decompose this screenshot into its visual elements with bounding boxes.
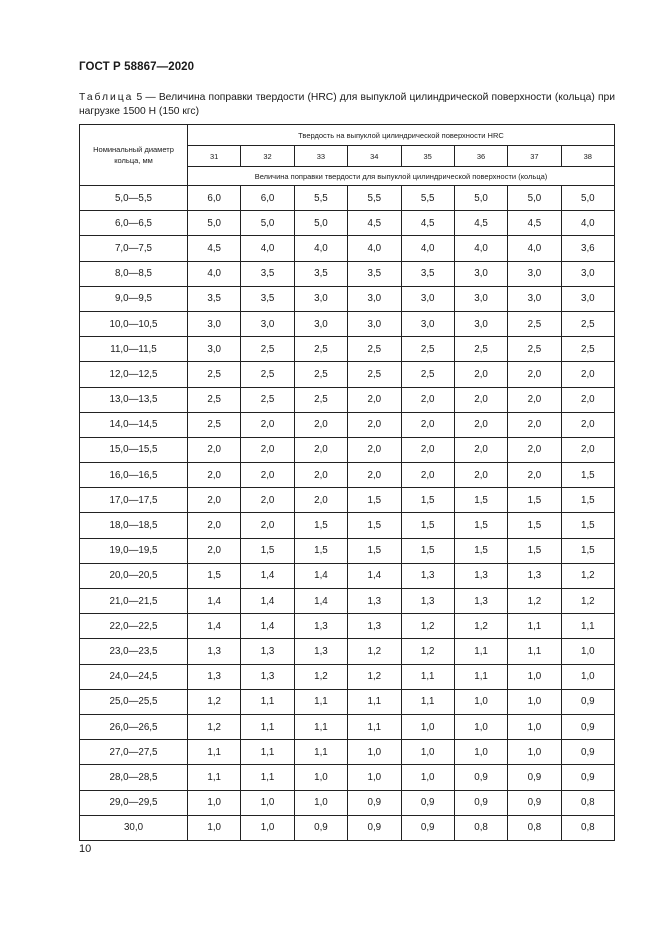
- correction-value-cell: 1,0: [348, 765, 401, 790]
- correction-value-cell: 4,0: [188, 261, 241, 286]
- diameter-cell: 22,0—22,5: [80, 614, 188, 639]
- diameter-cell: 17,0—17,5: [80, 488, 188, 513]
- correction-value-cell: 1,0: [294, 790, 347, 815]
- hrc-column-header: 37: [508, 146, 561, 167]
- correction-value-cell: 3,0: [401, 311, 454, 336]
- correction-value-cell: 2,5: [348, 337, 401, 362]
- correction-value-cell: 3,0: [508, 261, 561, 286]
- correction-value-cell: 1,1: [188, 740, 241, 765]
- correction-value-cell: 2,0: [241, 463, 294, 488]
- correction-value-cell: 2,5: [188, 412, 241, 437]
- diameter-cell: 6,0—6,5: [80, 211, 188, 236]
- correction-value-cell: 2,5: [401, 362, 454, 387]
- correction-value-cell: 2,0: [508, 387, 561, 412]
- correction-value-cell: 0,9: [561, 689, 614, 714]
- correction-value-cell: 1,4: [241, 614, 294, 639]
- correction-value-cell: 1,5: [241, 538, 294, 563]
- correction-value-cell: 4,0: [241, 236, 294, 261]
- correction-value-cell: 3,5: [188, 286, 241, 311]
- correction-value-cell: 2,5: [561, 311, 614, 336]
- correction-value-cell: 1,5: [561, 538, 614, 563]
- diameter-cell: 21,0—21,5: [80, 589, 188, 614]
- correction-value-cell: 1,1: [241, 689, 294, 714]
- table-row: [80, 639, 615, 664]
- correction-value-cell: 1,2: [561, 563, 614, 588]
- table-row: [80, 614, 615, 639]
- correction-value-cell: 3,0: [454, 286, 507, 311]
- table-row: [80, 261, 615, 286]
- correction-value-cell: 2,5: [348, 362, 401, 387]
- correction-value-cell: 3,0: [294, 311, 347, 336]
- table-row: [80, 815, 615, 840]
- correction-value-cell: 0,9: [508, 790, 561, 815]
- correction-value-cell: 1,2: [294, 664, 347, 689]
- correction-value-cell: 4,5: [348, 211, 401, 236]
- correction-value-cell: 2,0: [401, 463, 454, 488]
- correction-value-cell: 1,1: [508, 614, 561, 639]
- diameter-cell: 14,0—14,5: [80, 412, 188, 437]
- correction-value-cell: 2,5: [188, 362, 241, 387]
- correction-value-cell: 1,3: [241, 639, 294, 664]
- correction-value-cell: 1,3: [401, 589, 454, 614]
- correction-value-cell: 1,3: [401, 563, 454, 588]
- correction-value-cell: 2,5: [561, 337, 614, 362]
- correction-value-cell: 1,0: [454, 740, 507, 765]
- table-row: [80, 286, 615, 311]
- diameter-cell: 16,0—16,5: [80, 463, 188, 488]
- correction-value-cell: 5,0: [561, 186, 614, 211]
- table-row: [80, 689, 615, 714]
- correction-value-cell: 1,1: [401, 664, 454, 689]
- correction-value-cell: 2,0: [454, 437, 507, 462]
- correction-value-cell: 1,0: [561, 639, 614, 664]
- correction-value-cell: 1,4: [188, 614, 241, 639]
- correction-value-cell: 2,0: [188, 538, 241, 563]
- correction-value-cell: 1,0: [294, 765, 347, 790]
- hrc-column-header: 35: [401, 146, 454, 167]
- correction-value-cell: 2,5: [294, 362, 347, 387]
- table-caption: [79, 91, 615, 119]
- correction-value-cell: 1,5: [348, 538, 401, 563]
- correction-value-cell: 1,0: [508, 689, 561, 714]
- correction-value-cell: 1,0: [241, 790, 294, 815]
- correction-value-cell: 1,5: [294, 538, 347, 563]
- diameter-cell: 9,0—9,5: [80, 286, 188, 311]
- diameter-cell: 19,0—19,5: [80, 538, 188, 563]
- correction-value-cell: 1,2: [188, 714, 241, 739]
- correction-value-cell: 0,9: [454, 790, 507, 815]
- correction-value-cell: 2,5: [294, 387, 347, 412]
- correction-value-cell: 2,0: [454, 412, 507, 437]
- correction-value-cell: 1,1: [294, 689, 347, 714]
- correction-value-cell: 1,5: [454, 538, 507, 563]
- correction-value-cell: 1,1: [454, 639, 507, 664]
- table-row: [80, 387, 615, 412]
- correction-value-cell: 2,0: [294, 412, 347, 437]
- correction-value-cell: 1,3: [294, 639, 347, 664]
- correction-value-cell: 1,5: [508, 513, 561, 538]
- correction-value-cell: 2,0: [241, 488, 294, 513]
- correction-value-cell: 1,5: [348, 513, 401, 538]
- correction-value-cell: 3,0: [188, 337, 241, 362]
- correction-value-cell: 2,0: [561, 387, 614, 412]
- correction-value-cell: 1,0: [561, 664, 614, 689]
- correction-value-cell: 1,3: [188, 664, 241, 689]
- table-row: [80, 463, 615, 488]
- correction-value-cell: 2,0: [508, 463, 561, 488]
- correction-value-cell: 2,5: [241, 337, 294, 362]
- table-row: [80, 664, 615, 689]
- correction-value-cell: 1,3: [348, 614, 401, 639]
- correction-value-cell: 0,9: [454, 765, 507, 790]
- correction-value-cell: 2,5: [241, 362, 294, 387]
- correction-value-cell: 1,4: [294, 589, 347, 614]
- correction-value-cell: 1,0: [401, 714, 454, 739]
- diameter-cell: 29,0—29,5: [80, 790, 188, 815]
- correction-value-cell: 1,5: [561, 463, 614, 488]
- table-row: [80, 186, 615, 211]
- correction-value-cell: 0,9: [508, 765, 561, 790]
- correction-value-cell: 2,0: [401, 412, 454, 437]
- correction-value-cell: 0,9: [401, 815, 454, 840]
- correction-value-cell: 2,0: [561, 362, 614, 387]
- correction-value-cell: 1,2: [454, 614, 507, 639]
- diameter-cell: 28,0—28,5: [80, 765, 188, 790]
- correction-value-cell: 1,5: [401, 488, 454, 513]
- correction-value-cell: 1,1: [508, 639, 561, 664]
- correction-value-cell: 1,0: [508, 664, 561, 689]
- correction-value-cell: 2,0: [561, 437, 614, 462]
- hrc-column-header: 31: [188, 146, 241, 167]
- correction-value-cell: 2,0: [348, 437, 401, 462]
- correction-value-cell: 1,1: [241, 765, 294, 790]
- correction-value-cell: 3,0: [241, 311, 294, 336]
- correction-group-header: Величина поправки твердости для выпуклой цилиндрической поверхности (кольца): [188, 167, 615, 186]
- correction-value-cell: 2,0: [294, 463, 347, 488]
- table-row: [80, 765, 615, 790]
- table-row: [80, 337, 615, 362]
- correction-value-cell: 2,0: [508, 412, 561, 437]
- table-row: [80, 538, 615, 563]
- correction-value-cell: 1,1: [294, 740, 347, 765]
- correction-value-cell: 1,5: [188, 563, 241, 588]
- correction-value-cell: 2,5: [294, 337, 347, 362]
- diameter-cell: 12,0—12,5: [80, 362, 188, 387]
- correction-value-cell: 1,1: [241, 714, 294, 739]
- correction-value-cell: 3,0: [401, 286, 454, 311]
- correction-value-cell: 1,0: [454, 714, 507, 739]
- correction-value-cell: 5,0: [508, 186, 561, 211]
- correction-value-cell: 0,9: [294, 815, 347, 840]
- correction-value-cell: 1,5: [294, 513, 347, 538]
- correction-value-cell: 2,0: [508, 437, 561, 462]
- correction-value-cell: 0,8: [454, 815, 507, 840]
- table-row: [80, 362, 615, 387]
- correction-value-cell: 4,5: [508, 211, 561, 236]
- correction-value-cell: 1,5: [454, 488, 507, 513]
- correction-value-cell: 1,2: [401, 614, 454, 639]
- correction-value-cell: 2,0: [454, 463, 507, 488]
- correction-value-cell: 3,0: [348, 286, 401, 311]
- correction-value-cell: 1,5: [401, 513, 454, 538]
- correction-value-cell: 5,0: [188, 211, 241, 236]
- correction-value-cell: 5,0: [241, 211, 294, 236]
- correction-value-cell: 2,5: [508, 311, 561, 336]
- standard-number: ГОСТ Р 58867—2020: [79, 61, 195, 73]
- correction-value-cell: 1,5: [508, 538, 561, 563]
- correction-value-cell: 3,0: [348, 311, 401, 336]
- diameter-cell: 26,0—26,5: [80, 714, 188, 739]
- diameter-cell: 5,0—5,5: [80, 186, 188, 211]
- correction-value-cell: 2,0: [241, 513, 294, 538]
- hrc-column-header: 34: [348, 146, 401, 167]
- correction-value-cell: 2,0: [454, 362, 507, 387]
- correction-value-cell: 1,5: [401, 538, 454, 563]
- hardness-correction-table: [79, 124, 615, 841]
- correction-value-cell: 5,5: [294, 186, 347, 211]
- correction-value-cell: 2,0: [188, 437, 241, 462]
- correction-value-cell: 0,9: [561, 714, 614, 739]
- correction-value-cell: 1,3: [294, 614, 347, 639]
- correction-value-cell: 1,5: [508, 488, 561, 513]
- correction-value-cell: 1,4: [188, 589, 241, 614]
- correction-value-cell: 3,5: [241, 261, 294, 286]
- correction-value-cell: 3,0: [508, 286, 561, 311]
- correction-value-cell: 4,5: [188, 236, 241, 261]
- correction-value-cell: 1,0: [241, 815, 294, 840]
- correction-value-cell: 2,5: [401, 337, 454, 362]
- correction-value-cell: 6,0: [241, 186, 294, 211]
- correction-value-cell: 2,0: [508, 362, 561, 387]
- correction-value-cell: 4,0: [294, 236, 347, 261]
- correction-value-cell: 1,0: [401, 765, 454, 790]
- correction-value-cell: 4,0: [348, 236, 401, 261]
- correction-value-cell: 5,0: [294, 211, 347, 236]
- correction-value-cell: 5,5: [401, 186, 454, 211]
- correction-value-cell: 1,1: [188, 765, 241, 790]
- correction-value-cell: 4,0: [401, 236, 454, 261]
- table-row: [80, 513, 615, 538]
- correction-value-cell: 0,9: [348, 815, 401, 840]
- correction-value-cell: 1,3: [454, 563, 507, 588]
- page-number: 10: [79, 843, 92, 855]
- correction-value-cell: 2,0: [348, 412, 401, 437]
- hrc-group-header: Твердость на выпуклой цилиндрической поверхности HRC: [188, 125, 615, 146]
- diameter-cell: 30,0: [80, 815, 188, 840]
- correction-value-cell: 2,5: [508, 337, 561, 362]
- correction-value-cell: 1,5: [454, 513, 507, 538]
- correction-value-cell: 4,0: [561, 211, 614, 236]
- correction-value-cell: 2,0: [241, 437, 294, 462]
- correction-value-cell: 1,1: [401, 689, 454, 714]
- correction-value-cell: 2,5: [454, 337, 507, 362]
- correction-value-cell: 2,0: [241, 412, 294, 437]
- correction-value-cell: 2,0: [188, 463, 241, 488]
- table-row: [80, 714, 615, 739]
- table-row: [80, 437, 615, 462]
- correction-value-cell: 2,0: [294, 437, 347, 462]
- correction-value-cell: 0,8: [561, 790, 614, 815]
- correction-value-cell: 1,2: [348, 639, 401, 664]
- correction-value-cell: 1,2: [561, 589, 614, 614]
- correction-value-cell: 0,8: [561, 815, 614, 840]
- correction-value-cell: 5,5: [348, 186, 401, 211]
- table-row: [80, 790, 615, 815]
- table-row: [80, 563, 615, 588]
- correction-value-cell: 1,0: [401, 740, 454, 765]
- correction-value-cell: 3,0: [561, 261, 614, 286]
- diameter-cell: 15,0—15,5: [80, 437, 188, 462]
- table-row: [80, 311, 615, 336]
- table-row: [80, 412, 615, 437]
- diameter-cell: 24,0—24,5: [80, 664, 188, 689]
- correction-value-cell: 1,5: [561, 488, 614, 513]
- correction-value-cell: 1,0: [508, 740, 561, 765]
- correction-value-cell: 1,0: [188, 815, 241, 840]
- correction-value-cell: 1,1: [348, 714, 401, 739]
- table-row: [80, 236, 615, 261]
- correction-value-cell: 2,0: [188, 488, 241, 513]
- correction-value-cell: 3,0: [294, 286, 347, 311]
- correction-value-cell: 1,2: [188, 689, 241, 714]
- correction-value-cell: 1,3: [188, 639, 241, 664]
- correction-value-cell: 2,0: [401, 387, 454, 412]
- correction-value-cell: 1,0: [454, 689, 507, 714]
- correction-value-cell: 4,0: [454, 236, 507, 261]
- hrc-column-header: 38: [561, 146, 614, 167]
- correction-value-cell: 3,5: [294, 261, 347, 286]
- correction-value-cell: 2,0: [454, 387, 507, 412]
- correction-value-cell: 2,0: [561, 412, 614, 437]
- hrc-column-header: 33: [294, 146, 347, 167]
- correction-value-cell: 2,0: [348, 463, 401, 488]
- correction-value-cell: 1,4: [241, 563, 294, 588]
- correction-value-cell: 4,5: [454, 211, 507, 236]
- correction-value-cell: 2,0: [188, 513, 241, 538]
- correction-value-cell: 1,3: [348, 589, 401, 614]
- correction-value-cell: 1,4: [294, 563, 347, 588]
- correction-value-cell: 0,9: [348, 790, 401, 815]
- correction-value-cell: 1,3: [241, 664, 294, 689]
- diameter-cell: 8,0—8,5: [80, 261, 188, 286]
- correction-value-cell: 1,5: [561, 513, 614, 538]
- correction-value-cell: 3,0: [454, 311, 507, 336]
- correction-value-cell: 2,5: [241, 387, 294, 412]
- correction-value-cell: 1,1: [294, 714, 347, 739]
- correction-value-cell: 3,0: [188, 311, 241, 336]
- correction-value-cell: 1,1: [454, 664, 507, 689]
- correction-value-cell: 1,2: [401, 639, 454, 664]
- table-row: [80, 740, 615, 765]
- correction-value-cell: 5,0: [454, 186, 507, 211]
- correction-value-cell: 1,4: [241, 589, 294, 614]
- diameter-cell: 27,0—27,5: [80, 740, 188, 765]
- correction-value-cell: 2,0: [294, 488, 347, 513]
- correction-value-cell: 1,1: [348, 689, 401, 714]
- table-row: [80, 211, 615, 236]
- correction-value-cell: 1,2: [348, 664, 401, 689]
- correction-value-cell: 3,5: [401, 261, 454, 286]
- diameter-column-header: Номинальный диаметр кольца, мм: [80, 125, 188, 186]
- correction-value-cell: 3,6: [561, 236, 614, 261]
- table-body: [80, 186, 615, 841]
- diameter-cell: 13,0—13,5: [80, 387, 188, 412]
- hrc-column-header: 32: [241, 146, 294, 167]
- correction-value-cell: 1,0: [348, 740, 401, 765]
- correction-value-cell: 3,5: [241, 286, 294, 311]
- correction-value-cell: 1,2: [508, 589, 561, 614]
- correction-value-cell: 0,9: [561, 765, 614, 790]
- diameter-cell: 20,0—20,5: [80, 563, 188, 588]
- diameter-cell: 25,0—25,5: [80, 689, 188, 714]
- correction-value-cell: 0,9: [401, 790, 454, 815]
- table-row: [80, 488, 615, 513]
- correction-value-cell: 1,3: [454, 589, 507, 614]
- correction-value-cell: 1,5: [348, 488, 401, 513]
- diameter-cell: 10,0—10,5: [80, 311, 188, 336]
- correction-value-cell: 3,0: [454, 261, 507, 286]
- table-row: [80, 589, 615, 614]
- correction-value-cell: 1,3: [508, 563, 561, 588]
- correction-value-cell: 4,5: [401, 211, 454, 236]
- correction-value-cell: 2,0: [401, 437, 454, 462]
- correction-value-cell: 3,0: [561, 286, 614, 311]
- diameter-cell: 18,0—18,5: [80, 513, 188, 538]
- correction-value-cell: 1,4: [348, 563, 401, 588]
- caption-label: Таблица: [79, 92, 134, 103]
- correction-value-cell: 1,0: [508, 714, 561, 739]
- document-header: [79, 61, 194, 73]
- diameter-cell: 7,0—7,5: [80, 236, 188, 261]
- correction-value-cell: 1,1: [241, 740, 294, 765]
- correction-value-cell: 1,0: [188, 790, 241, 815]
- correction-value-cell: 3,5: [348, 261, 401, 286]
- correction-value-cell: 0,8: [508, 815, 561, 840]
- correction-value-cell: 4,0: [508, 236, 561, 261]
- correction-value-cell: 2,5: [188, 387, 241, 412]
- diameter-cell: 11,0—11,5: [80, 337, 188, 362]
- hrc-column-header: 36: [454, 146, 507, 167]
- correction-value-cell: 0,9: [561, 740, 614, 765]
- diameter-cell: 23,0—23,5: [80, 639, 188, 664]
- correction-value-cell: 2,0: [348, 387, 401, 412]
- correction-value-cell: 6,0: [188, 186, 241, 211]
- caption-text: 5 — Величина поправки твердости (HRC) для выпуклой цилиндрической поверхности (кольца) при нагрузке 1500 Н (150 кгс): [79, 92, 615, 117]
- correction-value-cell: 1,1: [561, 614, 614, 639]
